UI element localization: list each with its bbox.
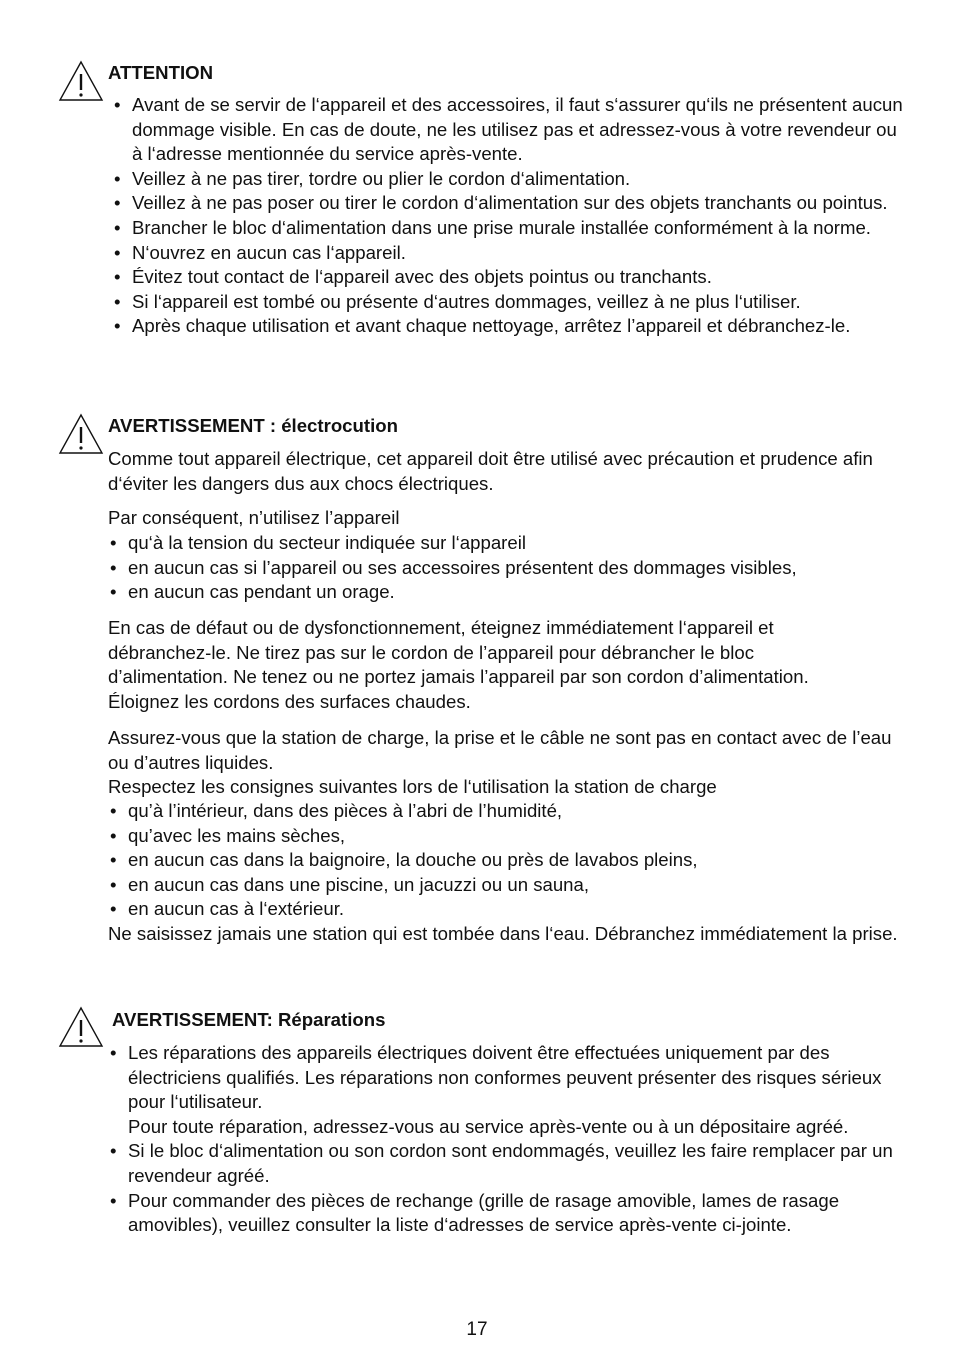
attention-heading: ATTENTION <box>108 62 214 83</box>
page-number: 17 <box>466 1319 488 1340</box>
list-item: • Avant de se servir de l‘appareil et des accessoires, il faut s‘assurer qu‘ils ne présentent aucun dommage visible. En cas de doute, ne les utilisez pas et adressez-vous à votre revendeur ou à l‘adresse mentionnée du service après-vente. <box>114 94 903 165</box>
closing-paragraph: Ne saisissez jamais une station qui est tombée dans l‘eau. Débranchez immédiatement la prise. <box>108 923 898 944</box>
warning-triangle-icon <box>58 60 104 102</box>
warning-triangle-icon <box>58 413 104 455</box>
usage-lead: Par conséquent, n’utilisez l’appareil <box>108 507 400 528</box>
list-item: • Pour commander des pièces de rechange (grille de rasage amovible, lames de rasage amovibles), veuillez consulter la liste d‘adresses de service après-vente ci-jointe. <box>110 1189 840 1236</box>
list-item: • Brancher le bloc d‘alimentation dans une prise murale installée conformément à la norme. <box>114 216 871 238</box>
repairs-extra-line: Pour toute réparation, adressez-vous au service après-vente ou à un dépositaire agréé. <box>128 1115 849 1137</box>
repairs-heading: AVERTISSEMENT: Réparations <box>112 1009 386 1030</box>
list-item: • Veillez à ne pas tirer, tordre ou plier le cordon d‘alimentation. <box>114 167 631 189</box>
list-item: • Si le bloc d‘alimentation ou son cordon sont endommagés, veuillez les faire remplacer par un revendeur agréé. <box>110 1140 893 1186</box>
list-item: • en aucun cas dans une piscine, un jacuzzi ou un sauna, <box>110 873 590 895</box>
water-paragraph: Assurez-vous que la station de charge, la prise et le câble ne sont pas en contact avec de l’eau ou d’autres liquides. <box>108 727 892 773</box>
list-item: • qu‘à la tension du secteur indiquée sur l‘appareil <box>110 532 526 553</box>
list-item: • en aucun cas dans la baignoire, la douche ou près de lavabos pleins, <box>110 849 698 871</box>
station-lead: Respectez les consignes suivantes lors de l‘utilisation la station de charge <box>108 776 717 797</box>
list-item: • en aucun cas pendant un orage. <box>110 581 395 603</box>
usage-list <box>108 531 908 605</box>
list-item: • N‘ouvrez en aucun cas l‘appareil. <box>114 241 406 263</box>
defect-paragraph: En cas de défaut ou de dysfonctionnement, éteignez immédiatement l‘appareil et débranchez-le. Ne tirez pas sur le cordon de l’appareil pour débrancher le bloc d’alimentation. Ne tenez ou ne portez jamais l’appareil par son cordon d’alimentation. Éloignez les cordons des surfaces chaudes. <box>108 617 809 712</box>
list-item: • Évitez tout contact de l‘appareil avec des objets pointus ou tranchants. <box>114 266 712 288</box>
list-item: • Si l‘appareil est tombé ou présente d‘autres dommages, veillez à ne plus l‘utiliser. <box>114 290 801 312</box>
electrocution-heading: AVERTISSEMENT : électrocution <box>108 415 398 436</box>
list-item: • Les réparations des appareils électriques doivent être effectuées uniquement par des électriciens qualifiés. Les réparations non conformes peuvent présenter des risques sérieux pour l‘utilisateur. Pour toute réparation, adressez-vous au service après-vente ou à un dépositaire agréé. <box>110 1042 882 1137</box>
station-list <box>108 799 908 922</box>
list-item: • qu’à l’intérieur, dans des pièces à l’abri de l’humidité, <box>110 800 563 821</box>
list-item: • Veillez à ne pas poser ou tirer le cordon d‘alimentation sur des objets tranchants ou pointus. <box>114 192 888 214</box>
list-item: • en aucun cas à l‘extérieur. <box>110 898 345 920</box>
attention-list <box>110 93 910 339</box>
warning-triangle-icon <box>58 1006 104 1048</box>
list-item: • qu’avec les mains sèches, <box>110 824 346 846</box>
repairs-list <box>108 1041 904 1238</box>
electrocution-intro: Comme tout appareil électrique, cet appareil doit être utilisé avec précaution et prudence afin d‘éviter les dangers dus aux chocs électriques. <box>108 448 873 494</box>
list-item: • Après chaque utilisation et avant chaque nettoyage, arrêtez l’appareil et débranchez-le. <box>114 315 851 337</box>
list-item: • en aucun cas si l’appareil ou ses accessoires présentent des dommages visibles, <box>110 556 797 578</box>
